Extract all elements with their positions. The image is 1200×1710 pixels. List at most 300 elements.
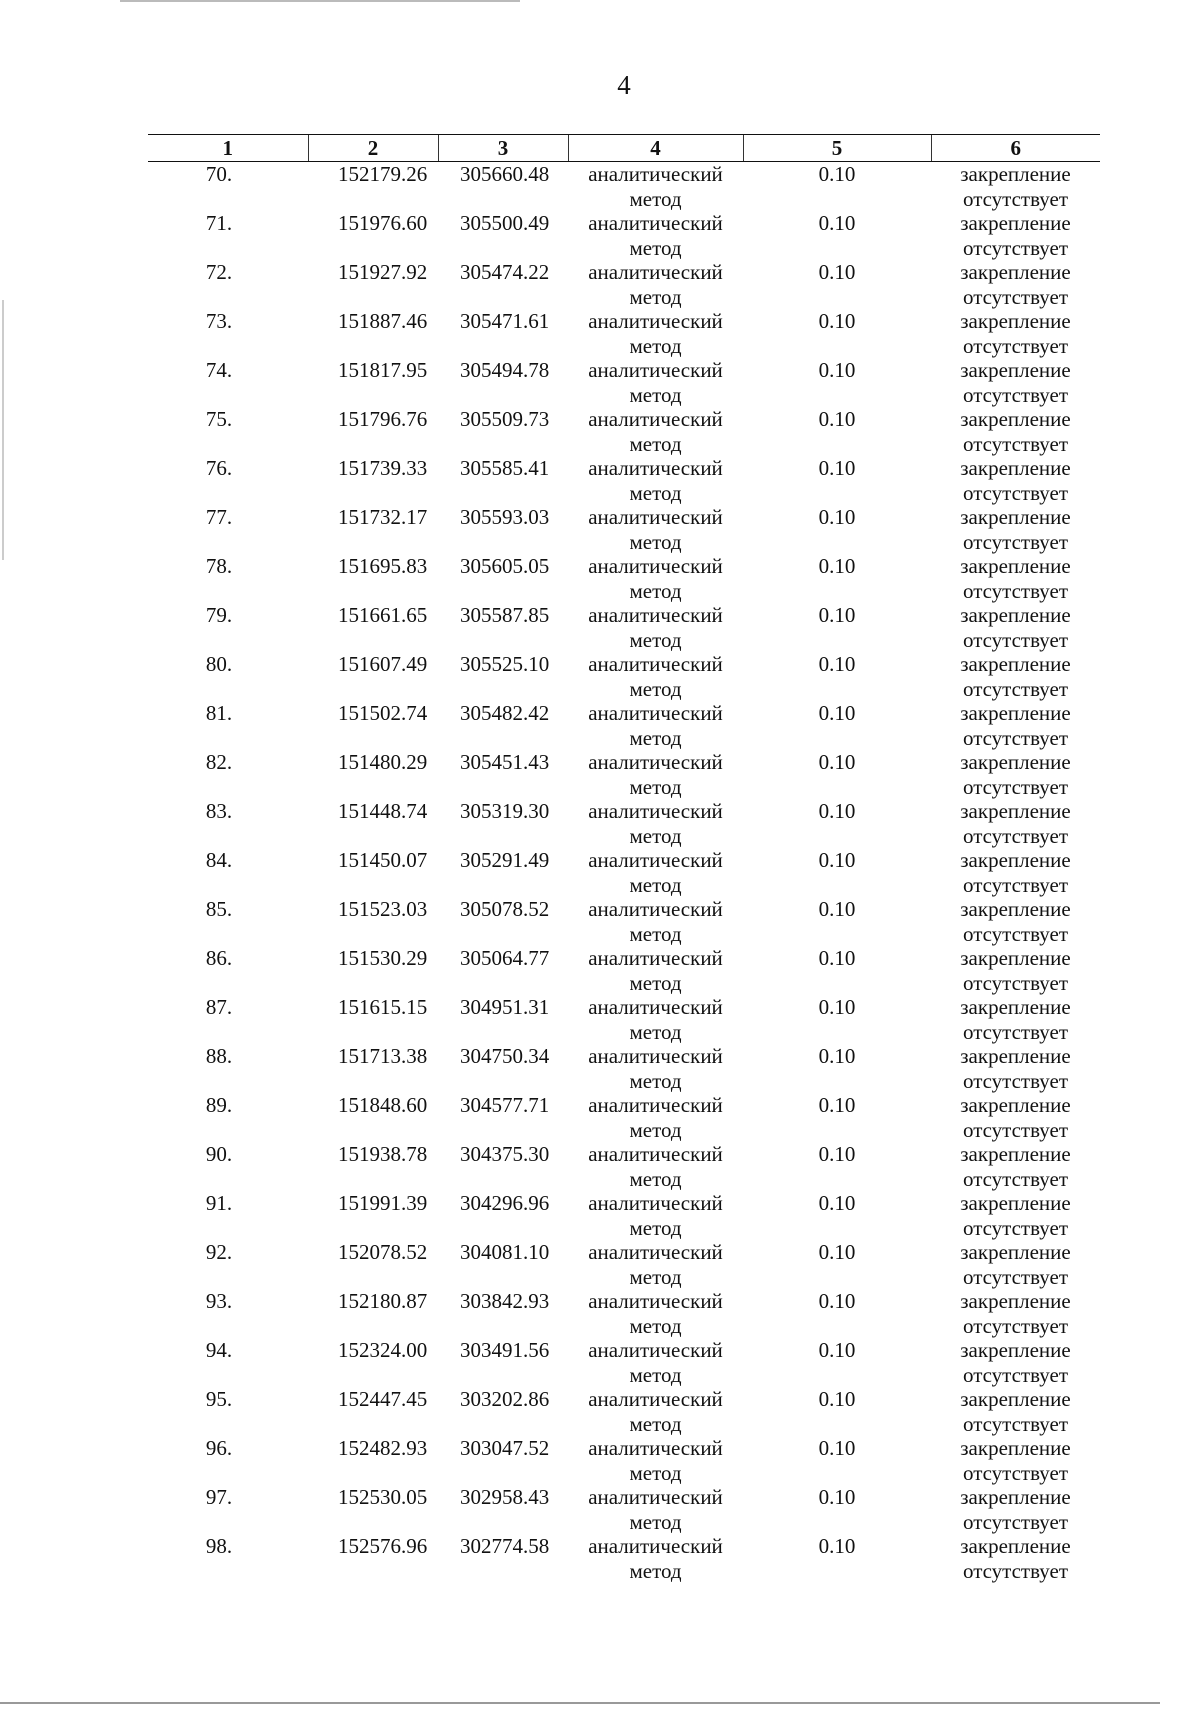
coordinate-x: 152324.00 bbox=[338, 1338, 428, 1362]
fixation-line-1: закрепление bbox=[960, 211, 1071, 235]
coordinate-x: 151448.74 bbox=[338, 799, 428, 823]
coordinate-y: 305064.77 bbox=[460, 946, 550, 970]
method-line-1: аналитический bbox=[588, 1534, 723, 1558]
point-number: 98. bbox=[205, 1534, 233, 1558]
fixation-line-1: закрепление bbox=[960, 995, 1071, 1019]
fixation-line-2: отсутствует bbox=[962, 529, 1069, 554]
coordinate-y: 305451.43 bbox=[460, 750, 550, 774]
fixation-line-1: закрепление bbox=[960, 505, 1071, 529]
fixation-line-1: закрепление bbox=[960, 799, 1071, 823]
column-header-4: 4 bbox=[568, 135, 743, 162]
coordinate-x: 151732.17 bbox=[338, 505, 428, 529]
point-number: 92. bbox=[205, 1240, 233, 1264]
fixation-cell bbox=[931, 309, 1100, 358]
method-line-2: метод bbox=[629, 1362, 682, 1387]
method-cell bbox=[568, 1485, 743, 1534]
point-number: 72. bbox=[205, 260, 233, 284]
fixation-line-2: отсутствует bbox=[962, 1215, 1069, 1240]
method-cell bbox=[568, 1093, 743, 1142]
accuracy-value: 0.10 bbox=[818, 505, 856, 529]
point-number: 77. bbox=[205, 505, 233, 529]
method-line-1: аналитический bbox=[588, 1387, 723, 1411]
table-row bbox=[148, 554, 1100, 603]
method-line-2: метод bbox=[629, 1460, 682, 1485]
point-number: 96. bbox=[205, 1436, 233, 1460]
column-header-1: 1 bbox=[148, 135, 308, 162]
coordinate-y: 305509.73 bbox=[460, 407, 550, 431]
coordinate-x: 152576.96 bbox=[338, 1534, 428, 1558]
coordinate-x: 152179.26 bbox=[338, 162, 428, 186]
coordinate-y: 303491.56 bbox=[460, 1338, 550, 1362]
coordinate-x: 151713.38 bbox=[338, 1044, 428, 1068]
fixation-cell bbox=[931, 799, 1100, 848]
method-line-1: аналитический bbox=[588, 1240, 723, 1264]
method-cell bbox=[568, 1534, 743, 1583]
method-line-1: аналитический bbox=[588, 1191, 723, 1215]
coordinate-x: 151695.83 bbox=[338, 554, 428, 578]
accuracy-value: 0.10 bbox=[818, 309, 856, 333]
method-line-1: аналитический bbox=[588, 1093, 723, 1117]
coordinate-y: 305471.61 bbox=[460, 309, 550, 333]
coordinate-y: 305525.10 bbox=[460, 652, 550, 676]
coordinate-y: 303202.86 bbox=[460, 1387, 550, 1411]
method-cell bbox=[568, 995, 743, 1044]
point-number: 71. bbox=[205, 211, 233, 235]
fixation-cell bbox=[931, 946, 1100, 995]
method-line-2: метод bbox=[629, 284, 682, 309]
accuracy-value: 0.10 bbox=[818, 1044, 856, 1068]
table-row bbox=[148, 1191, 1100, 1240]
point-number: 78. bbox=[205, 554, 233, 578]
fixation-line-2: отсутствует bbox=[962, 1166, 1069, 1191]
point-number: 70. bbox=[205, 162, 233, 186]
coordinate-x: 151480.29 bbox=[338, 750, 428, 774]
accuracy-value: 0.10 bbox=[818, 407, 856, 431]
method-cell bbox=[568, 652, 743, 701]
method-cell bbox=[568, 309, 743, 358]
table-row bbox=[148, 1240, 1100, 1289]
fixation-line-1: закрепление bbox=[960, 358, 1071, 382]
point-number: 93. bbox=[205, 1289, 233, 1313]
coordinate-x: 152530.05 bbox=[338, 1485, 428, 1509]
point-number: 95. bbox=[205, 1387, 233, 1411]
accuracy-value: 0.10 bbox=[818, 750, 856, 774]
method-cell bbox=[568, 1436, 743, 1485]
point-number: 94. bbox=[205, 1338, 233, 1362]
method-line-2: метод bbox=[629, 235, 682, 260]
fixation-cell bbox=[931, 1142, 1100, 1191]
page-number: 4 bbox=[617, 70, 631, 100]
method-line-2: метод bbox=[629, 970, 682, 995]
fixation-line-2: отсутствует bbox=[962, 186, 1069, 211]
point-number: 79. bbox=[205, 603, 233, 627]
accuracy-value: 0.10 bbox=[818, 603, 856, 627]
accuracy-value: 0.10 bbox=[818, 1338, 856, 1362]
method-line-2: метод bbox=[629, 186, 682, 211]
coordinate-y: 305587.85 bbox=[460, 603, 550, 627]
fixation-line-2: отсутствует bbox=[962, 1264, 1069, 1289]
fixation-cell bbox=[931, 652, 1100, 701]
method-cell bbox=[568, 211, 743, 260]
coordinate-x: 151530.29 bbox=[338, 946, 428, 970]
method-line-2: метод bbox=[629, 480, 682, 505]
method-cell bbox=[568, 456, 743, 505]
point-number: 80. bbox=[205, 652, 233, 676]
method-cell bbox=[568, 554, 743, 603]
coordinate-x: 151450.07 bbox=[338, 848, 428, 872]
method-cell bbox=[568, 1191, 743, 1240]
accuracy-value: 0.10 bbox=[818, 1289, 856, 1313]
fixation-line-1: закрепление bbox=[960, 897, 1071, 921]
method-line-1: аналитический bbox=[588, 750, 723, 774]
accuracy-value: 0.10 bbox=[818, 1387, 856, 1411]
table-row bbox=[148, 358, 1100, 407]
method-line-1: аналитический bbox=[588, 946, 723, 970]
fixation-line-1: закрепление bbox=[960, 554, 1071, 578]
point-number: 76. bbox=[205, 456, 233, 480]
fixation-cell bbox=[931, 701, 1100, 750]
accuracy-value: 0.10 bbox=[818, 554, 856, 578]
coordinate-y: 305500.49 bbox=[460, 211, 550, 235]
method-line-1: аналитический bbox=[588, 1436, 723, 1460]
method-line-1: аналитический bbox=[588, 1142, 723, 1166]
coordinate-y: 304375.30 bbox=[460, 1142, 550, 1166]
method-line-1: аналитический bbox=[588, 652, 723, 676]
fixation-cell bbox=[931, 456, 1100, 505]
fixation-cell bbox=[931, 1338, 1100, 1387]
fixation-cell bbox=[931, 1044, 1100, 1093]
method-line-2: метод bbox=[629, 921, 682, 946]
column-header-2: 2 bbox=[308, 135, 438, 162]
method-cell bbox=[568, 750, 743, 799]
fixation-line-2: отсутствует bbox=[962, 676, 1069, 701]
fixation-cell bbox=[931, 1436, 1100, 1485]
fixation-cell bbox=[931, 897, 1100, 946]
fixation-line-1: закрепление bbox=[960, 456, 1071, 480]
table-row bbox=[148, 652, 1100, 701]
table-row bbox=[148, 260, 1100, 309]
method-cell bbox=[568, 1142, 743, 1191]
accuracy-value: 0.10 bbox=[818, 211, 856, 235]
accuracy-value: 0.10 bbox=[818, 358, 856, 382]
method-line-2: метод bbox=[629, 1264, 682, 1289]
fixation-line-1: закрепление bbox=[960, 1191, 1071, 1215]
method-line-2: метод bbox=[629, 725, 682, 750]
accuracy-value: 0.10 bbox=[818, 1142, 856, 1166]
point-number: 97. bbox=[205, 1485, 233, 1509]
fixation-line-1: закрепление bbox=[960, 946, 1071, 970]
accuracy-value: 0.10 bbox=[818, 1436, 856, 1460]
point-number: 88. bbox=[205, 1044, 233, 1068]
method-line-1: аналитический bbox=[588, 1485, 723, 1509]
fixation-line-2: отсутствует bbox=[962, 578, 1069, 603]
fixation-line-1: закрепление bbox=[960, 260, 1071, 284]
coordinate-y: 305482.42 bbox=[460, 701, 550, 725]
fixation-line-1: закрепление bbox=[960, 1534, 1071, 1558]
coordinate-x: 151502.74 bbox=[338, 701, 428, 725]
method-line-2: метод bbox=[629, 676, 682, 701]
coordinate-y: 302774.58 bbox=[460, 1534, 550, 1558]
fixation-cell bbox=[931, 162, 1100, 212]
coordinate-y: 305319.30 bbox=[460, 799, 550, 823]
method-line-2: метод bbox=[629, 1558, 682, 1583]
point-number: 74. bbox=[205, 358, 233, 382]
table-row bbox=[148, 848, 1100, 897]
fixation-line-2: отсутствует bbox=[962, 774, 1069, 799]
table-row bbox=[148, 603, 1100, 652]
fixation-line-1: закрепление bbox=[960, 162, 1071, 186]
method-cell bbox=[568, 946, 743, 995]
fixation-line-2: отсутствует bbox=[962, 1460, 1069, 1485]
fixation-line-2: отсутствует bbox=[962, 431, 1069, 456]
accuracy-value: 0.10 bbox=[818, 995, 856, 1019]
fixation-line-1: закрепление bbox=[960, 603, 1071, 627]
accuracy-value: 0.10 bbox=[818, 456, 856, 480]
scan-artifact-left bbox=[2, 300, 4, 560]
method-cell bbox=[568, 701, 743, 750]
point-number: 73. bbox=[205, 309, 233, 333]
coordinates-table bbox=[148, 134, 1100, 1583]
method-line-2: метод bbox=[629, 823, 682, 848]
column-header-3: 3 bbox=[438, 135, 568, 162]
coordinate-x: 152482.93 bbox=[338, 1436, 428, 1460]
point-number: 84. bbox=[205, 848, 233, 872]
coordinate-y: 305494.78 bbox=[460, 358, 550, 382]
table-row bbox=[148, 995, 1100, 1044]
table-row bbox=[148, 946, 1100, 995]
coordinate-x: 151739.33 bbox=[338, 456, 428, 480]
fixation-line-2: отсутствует bbox=[962, 1068, 1069, 1093]
accuracy-value: 0.10 bbox=[818, 1191, 856, 1215]
point-number: 86. bbox=[205, 946, 233, 970]
point-number: 91. bbox=[205, 1191, 233, 1215]
method-cell bbox=[568, 1338, 743, 1387]
fixation-line-1: закрепление bbox=[960, 701, 1071, 725]
table-row bbox=[148, 799, 1100, 848]
table-header-row bbox=[148, 135, 1100, 162]
method-cell bbox=[568, 1289, 743, 1338]
coordinate-x: 151848.60 bbox=[338, 1093, 428, 1117]
method-line-2: метод bbox=[629, 529, 682, 554]
coordinate-y: 305078.52 bbox=[460, 897, 550, 921]
coordinate-y: 304577.71 bbox=[460, 1093, 550, 1117]
method-cell bbox=[568, 407, 743, 456]
fixation-line-2: отсутствует bbox=[962, 1362, 1069, 1387]
fixation-line-2: отсутствует bbox=[962, 480, 1069, 505]
fixation-line-1: закрепление bbox=[960, 848, 1071, 872]
fixation-cell bbox=[931, 1240, 1100, 1289]
fixation-line-1: закрепление bbox=[960, 1093, 1071, 1117]
method-line-2: метод bbox=[629, 1411, 682, 1436]
coordinate-x: 152078.52 bbox=[338, 1240, 428, 1264]
fixation-line-1: закрепление bbox=[960, 1338, 1071, 1362]
scan-artifact-bottom bbox=[0, 1702, 1160, 1704]
method-line-1: аналитический bbox=[588, 358, 723, 382]
coordinate-x: 152447.45 bbox=[338, 1387, 428, 1411]
fixation-line-2: отсутствует bbox=[962, 627, 1069, 652]
method-line-1: аналитический bbox=[588, 995, 723, 1019]
coordinate-y: 305660.48 bbox=[460, 162, 550, 186]
method-cell bbox=[568, 848, 743, 897]
accuracy-value: 0.10 bbox=[818, 162, 856, 186]
coordinate-x: 151523.03 bbox=[338, 897, 428, 921]
coordinate-y: 305593.03 bbox=[460, 505, 550, 529]
method-line-1: аналитический bbox=[588, 701, 723, 725]
coordinate-x: 151796.76 bbox=[338, 407, 428, 431]
coordinate-x: 151887.46 bbox=[338, 309, 428, 333]
table-row bbox=[148, 456, 1100, 505]
fixation-line-2: отсутствует bbox=[962, 382, 1069, 407]
coordinate-y: 304081.10 bbox=[460, 1240, 550, 1264]
method-line-1: аналитический bbox=[588, 1289, 723, 1313]
coordinate-y: 304296.96 bbox=[460, 1191, 550, 1215]
method-line-1: аналитический bbox=[588, 554, 723, 578]
fixation-line-1: закрепление bbox=[960, 652, 1071, 676]
fixation-line-1: закрепление bbox=[960, 1240, 1071, 1264]
method-line-2: метод bbox=[629, 382, 682, 407]
method-line-1: аналитический bbox=[588, 897, 723, 921]
table-row bbox=[148, 211, 1100, 260]
accuracy-value: 0.10 bbox=[818, 652, 856, 676]
fixation-cell bbox=[931, 211, 1100, 260]
method-line-2: метод bbox=[629, 1166, 682, 1191]
coordinate-y: 305291.49 bbox=[460, 848, 550, 872]
method-line-1: аналитический bbox=[588, 505, 723, 529]
fixation-line-2: отсутствует bbox=[962, 1509, 1069, 1534]
fixation-line-1: закрепление bbox=[960, 750, 1071, 774]
table-row bbox=[148, 162, 1100, 212]
method-line-1: аналитический bbox=[588, 1044, 723, 1068]
accuracy-value: 0.10 bbox=[818, 1240, 856, 1264]
method-cell bbox=[568, 358, 743, 407]
method-line-2: метод bbox=[629, 333, 682, 358]
table-row bbox=[148, 1289, 1100, 1338]
table-row bbox=[148, 1044, 1100, 1093]
table-row bbox=[148, 309, 1100, 358]
fixation-line-1: закрепление bbox=[960, 1485, 1071, 1509]
table-row bbox=[148, 1093, 1100, 1142]
method-line-1: аналитический bbox=[588, 1338, 723, 1362]
fixation-line-2: отсутствует bbox=[962, 921, 1069, 946]
method-line-2: метод bbox=[629, 1068, 682, 1093]
coordinate-x: 152180.87 bbox=[338, 1289, 428, 1313]
table-row bbox=[148, 1387, 1100, 1436]
coordinate-x: 151607.49 bbox=[338, 652, 428, 676]
method-line-1: аналитический bbox=[588, 456, 723, 480]
method-line-2: метод bbox=[629, 431, 682, 456]
method-line-1: аналитический bbox=[588, 799, 723, 823]
fixation-cell bbox=[931, 554, 1100, 603]
table-row bbox=[148, 1338, 1100, 1387]
method-cell bbox=[568, 799, 743, 848]
method-line-2: метод bbox=[629, 1215, 682, 1240]
fixation-cell bbox=[931, 1191, 1100, 1240]
method-line-1: аналитический bbox=[588, 407, 723, 431]
point-number: 82. bbox=[205, 750, 233, 774]
method-cell bbox=[568, 603, 743, 652]
method-cell bbox=[568, 1044, 743, 1093]
coordinate-x: 151927.92 bbox=[338, 260, 428, 284]
point-number: 81. bbox=[205, 701, 233, 725]
method-line-1: аналитический bbox=[588, 309, 723, 333]
fixation-cell bbox=[931, 1534, 1100, 1583]
table-row bbox=[148, 750, 1100, 799]
table-row bbox=[148, 897, 1100, 946]
fixation-cell bbox=[931, 1093, 1100, 1142]
fixation-line-2: отсутствует bbox=[962, 1019, 1069, 1044]
column-header-6: 6 bbox=[931, 135, 1100, 162]
method-line-1: аналитический bbox=[588, 848, 723, 872]
accuracy-value: 0.10 bbox=[818, 897, 856, 921]
coordinate-y: 304951.31 bbox=[460, 995, 550, 1019]
coordinate-x: 151661.65 bbox=[338, 603, 428, 627]
point-number: 87. bbox=[205, 995, 233, 1019]
fixation-line-2: отсутствует bbox=[962, 823, 1069, 848]
fixation-line-1: закрепление bbox=[960, 1289, 1071, 1313]
method-cell bbox=[568, 1240, 743, 1289]
fixation-cell bbox=[931, 603, 1100, 652]
fixation-cell bbox=[931, 505, 1100, 554]
accuracy-value: 0.10 bbox=[818, 1093, 856, 1117]
fixation-line-2: отсутствует bbox=[962, 970, 1069, 995]
fixation-cell bbox=[931, 995, 1100, 1044]
method-line-1: аналитический bbox=[588, 211, 723, 235]
fixation-line-1: закрепление bbox=[960, 1387, 1071, 1411]
fixation-cell bbox=[931, 260, 1100, 309]
coordinate-y: 304750.34 bbox=[460, 1044, 550, 1068]
accuracy-value: 0.10 bbox=[818, 799, 856, 823]
point-number: 75. bbox=[205, 407, 233, 431]
point-number: 90. bbox=[205, 1142, 233, 1166]
fixation-line-1: закрепление bbox=[960, 1044, 1071, 1068]
method-line-2: метод bbox=[629, 1019, 682, 1044]
fixation-cell bbox=[931, 407, 1100, 456]
method-line-1: аналитический bbox=[588, 162, 723, 186]
fixation-cell bbox=[931, 848, 1100, 897]
method-cell bbox=[568, 505, 743, 554]
fixation-line-2: отсутствует bbox=[962, 333, 1069, 358]
method-line-1: аналитический bbox=[588, 603, 723, 627]
method-line-1: аналитический bbox=[588, 260, 723, 284]
fixation-cell bbox=[931, 1289, 1100, 1338]
fixation-line-1: закрепление bbox=[960, 407, 1071, 431]
accuracy-value: 0.10 bbox=[818, 946, 856, 970]
table-row bbox=[148, 407, 1100, 456]
coordinate-x: 151976.60 bbox=[338, 211, 428, 235]
column-header-5: 5 bbox=[743, 135, 931, 162]
method-line-2: метод bbox=[629, 1313, 682, 1338]
accuracy-value: 0.10 bbox=[818, 260, 856, 284]
point-number: 89. bbox=[205, 1093, 233, 1117]
coordinate-x: 151615.15 bbox=[338, 995, 428, 1019]
fixation-cell bbox=[931, 1485, 1100, 1534]
coordinate-y: 305474.22 bbox=[460, 260, 550, 284]
method-cell bbox=[568, 162, 743, 212]
accuracy-value: 0.10 bbox=[818, 701, 856, 725]
fixation-line-2: отсутствует bbox=[962, 1411, 1069, 1436]
table-row bbox=[148, 701, 1100, 750]
fixation-line-1: закрепление bbox=[960, 1436, 1071, 1460]
fixation-line-1: закрепление bbox=[960, 1142, 1071, 1166]
coordinate-y: 303842.93 bbox=[460, 1289, 550, 1313]
fixation-line-2: отсутствует bbox=[962, 872, 1069, 897]
fixation-line-2: отсутствует bbox=[962, 284, 1069, 309]
table-row bbox=[148, 505, 1100, 554]
fixation-line-2: отсутствует bbox=[962, 1313, 1069, 1338]
method-line-2: метод bbox=[629, 627, 682, 652]
method-cell bbox=[568, 897, 743, 946]
table-row bbox=[148, 1534, 1100, 1583]
